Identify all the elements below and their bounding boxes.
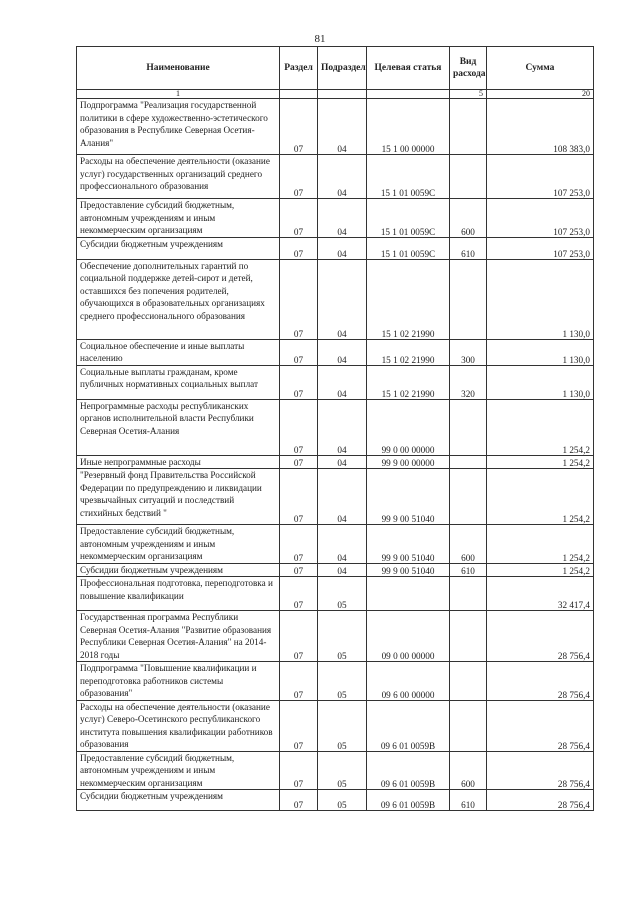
row-target: 09 6 01 0059В — [367, 790, 450, 811]
row-sum: 32 417,4 — [487, 577, 594, 611]
row-subsection: 04 — [318, 155, 367, 199]
row-subsection: 04 — [318, 455, 367, 469]
row-subsection: 04 — [318, 199, 367, 238]
table-row — [77, 700, 594, 751]
row-sum: 28 756,4 — [487, 751, 594, 790]
row-target: 99 9 00 51040 — [367, 525, 450, 564]
row-target: 99 9 00 51040 — [367, 469, 450, 525]
row-name: Подпрограмма "Реализация государственной политики в сфере художественно-эстетического образования в Республике Северная Осетия-Алания" — [77, 99, 280, 155]
budget-table — [76, 46, 594, 811]
row-section: 07 — [280, 155, 318, 199]
row-type — [450, 662, 487, 701]
row-sum: 107 253,0 — [487, 237, 594, 259]
row-sum: 28 756,4 — [487, 611, 594, 662]
row-section: 07 — [280, 469, 318, 525]
row-sum: 107 253,0 — [487, 155, 594, 199]
row-target: 15 1 01 0059С — [367, 237, 450, 259]
row-name: Социальное обеспечение и иные выплаты населению — [77, 339, 280, 365]
table-row — [77, 577, 594, 611]
row-name: Иные непрограммные расходы — [77, 455, 280, 469]
row-subsection: 05 — [318, 751, 367, 790]
page-number: 81 — [314, 33, 326, 45]
header-type: Вид расхода — [450, 47, 487, 90]
row-sum: 1 130,0 — [487, 339, 594, 365]
row-section: 07 — [280, 662, 318, 701]
row-section: 07 — [280, 339, 318, 365]
row-sum: 28 756,4 — [487, 790, 594, 811]
table-row — [77, 237, 594, 259]
row-sum: 1 254,2 — [487, 525, 594, 564]
row-name: Расходы на обеспечение деятельности (оказание услуг) государственных организаций среднего профессионального образования — [77, 155, 280, 199]
row-name: Субсидии бюджетным учреждениям — [77, 790, 280, 811]
row-type: 300 — [450, 339, 487, 365]
table-row — [77, 611, 594, 662]
row-type — [450, 577, 487, 611]
header-target: Целевая статья — [367, 47, 450, 90]
row-section: 07 — [280, 751, 318, 790]
row-type — [450, 155, 487, 199]
table-row — [77, 662, 594, 701]
row-name: Непрограммные расходы республиканских органов исполнительной власти Республики Северная Осетия-Алания — [77, 399, 280, 455]
row-subsection: 04 — [318, 237, 367, 259]
row-name: Профессиональная подготовка, переподготовка и повышение квалификации — [77, 577, 280, 611]
row-subsection: 05 — [318, 611, 367, 662]
row-sum: 28 756,4 — [487, 700, 594, 751]
row-section: 07 — [280, 365, 318, 399]
header-subsection: Подраздел — [318, 47, 367, 90]
row-section: 07 — [280, 700, 318, 751]
row-target: 99 9 00 00000 — [367, 455, 450, 469]
row-subsection: 05 — [318, 790, 367, 811]
row-subsection: 04 — [318, 563, 367, 577]
row-section: 07 — [280, 237, 318, 259]
row-subsection: 05 — [318, 577, 367, 611]
row-target: 15 1 00 00000 — [367, 99, 450, 155]
row-name: Субсидии бюджетным учреждениям — [77, 237, 280, 259]
row-sum: 1 130,0 — [487, 259, 594, 339]
row-sum: 28 756,4 — [487, 662, 594, 701]
colnum-name: 1 — [77, 90, 280, 99]
table-row — [77, 790, 594, 811]
row-sum: 1 254,2 — [487, 563, 594, 577]
row-section: 07 — [280, 455, 318, 469]
row-subsection: 05 — [318, 662, 367, 701]
table-row — [77, 751, 594, 790]
row-sum: 108 383,0 — [487, 99, 594, 155]
row-subsection: 04 — [318, 365, 367, 399]
row-name: Субсидии бюджетным учреждениям — [77, 563, 280, 577]
row-section: 07 — [280, 611, 318, 662]
row-subsection: 04 — [318, 99, 367, 155]
row-type: 610 — [450, 563, 487, 577]
row-section: 07 — [280, 563, 318, 577]
row-target: 15 1 02 21990 — [367, 339, 450, 365]
row-type: 610 — [450, 237, 487, 259]
table-row — [77, 563, 594, 577]
row-name: "Резервный фонд Правительства Российской Федерации по предупреждению и ликвидации чрезвычайных ситуаций и последствий стихийных бедствий " — [77, 469, 280, 525]
row-name: Подпрограмма "Повышение квалификации и переподготовка работников системы образования" — [77, 662, 280, 701]
header-section: Раздел — [280, 47, 318, 90]
row-section: 07 — [280, 259, 318, 339]
row-section: 07 — [280, 577, 318, 611]
row-type: 600 — [450, 751, 487, 790]
row-name: Предоставление субсидий бюджетным, автономным учреждениям и иным некоммерческим организациям — [77, 199, 280, 238]
table-row — [77, 399, 594, 455]
row-sum: 107 253,0 — [487, 199, 594, 238]
row-type — [450, 455, 487, 469]
table-row — [77, 469, 594, 525]
row-sum: 1 254,2 — [487, 469, 594, 525]
column-number-row — [77, 90, 594, 99]
row-type: 600 — [450, 525, 487, 564]
row-type: 600 — [450, 199, 487, 238]
row-section: 07 — [280, 790, 318, 811]
row-name: Расходы на обеспечение деятельности (оказание услуг) Северо-Осетинского республиканского института повышения квалификации работников образования — [77, 700, 280, 751]
row-name: Обеспечение дополнительных гарантий по социальной поддержке детей-сирот и детей, оставшихся без попечения родителей, обучающихся в образовательных организациях среднего профессионального образования — [77, 259, 280, 339]
row-name: Государственная программа Республики Северная Осетия-Алания "Развитие образования Республики Северная Осетия-Алания" на 2014-2018 годы — [77, 611, 280, 662]
row-target: 99 0 00 00000 — [367, 399, 450, 455]
colnum-sum: 20 — [487, 90, 594, 99]
row-target: 09 0 00 00000 — [367, 611, 450, 662]
row-target: 15 1 01 0059С — [367, 199, 450, 238]
colnum-target — [367, 90, 450, 99]
row-subsection: 04 — [318, 525, 367, 564]
row-sum: 1 254,2 — [487, 455, 594, 469]
row-section: 07 — [280, 199, 318, 238]
table-row — [77, 525, 594, 564]
row-target: 15 1 02 21990 — [367, 365, 450, 399]
row-type — [450, 469, 487, 525]
row-name: Социальные выплаты гражданам, кроме публичных нормативных социальных выплат — [77, 365, 280, 399]
table-row — [77, 155, 594, 199]
table-row — [77, 365, 594, 399]
table-row — [77, 199, 594, 238]
row-section: 07 — [280, 99, 318, 155]
row-type — [450, 399, 487, 455]
table-row — [77, 259, 594, 339]
row-subsection: 04 — [318, 399, 367, 455]
header-sum: Сумма — [487, 47, 594, 90]
row-type: 610 — [450, 790, 487, 811]
row-subsection: 04 — [318, 469, 367, 525]
row-target: 09 6 01 0059В — [367, 751, 450, 790]
row-subsection: 04 — [318, 259, 367, 339]
colnum-subsection — [318, 90, 367, 99]
row-subsection: 05 — [318, 700, 367, 751]
row-type — [450, 611, 487, 662]
row-sum: 1 130,0 — [487, 365, 594, 399]
row-target: 15 1 01 0059С — [367, 155, 450, 199]
row-type — [450, 99, 487, 155]
row-sum: 1 254,2 — [487, 399, 594, 455]
header-row — [77, 47, 594, 90]
row-target — [367, 577, 450, 611]
header-name: Наименование — [77, 47, 280, 90]
row-target: 15 1 02 21990 — [367, 259, 450, 339]
table-row — [77, 339, 594, 365]
row-name: Предоставление субсидий бюджетным, автономным учреждениям и иным некоммерческим организациям — [77, 525, 280, 564]
row-target: 09 6 01 0059В — [367, 700, 450, 751]
row-section: 07 — [280, 399, 318, 455]
table-row — [77, 99, 594, 155]
row-target: 99 9 00 51040 — [367, 563, 450, 577]
table-row — [77, 455, 594, 469]
row-target: 09 6 00 00000 — [367, 662, 450, 701]
row-type: 320 — [450, 365, 487, 399]
colnum-type: 5 — [450, 90, 487, 99]
row-type — [450, 259, 487, 339]
row-subsection: 04 — [318, 339, 367, 365]
row-section: 07 — [280, 525, 318, 564]
row-type — [450, 700, 487, 751]
colnum-section — [280, 90, 318, 99]
row-name: Предоставление субсидий бюджетным, автономным учреждениям и иным некоммерческим организациям — [77, 751, 280, 790]
